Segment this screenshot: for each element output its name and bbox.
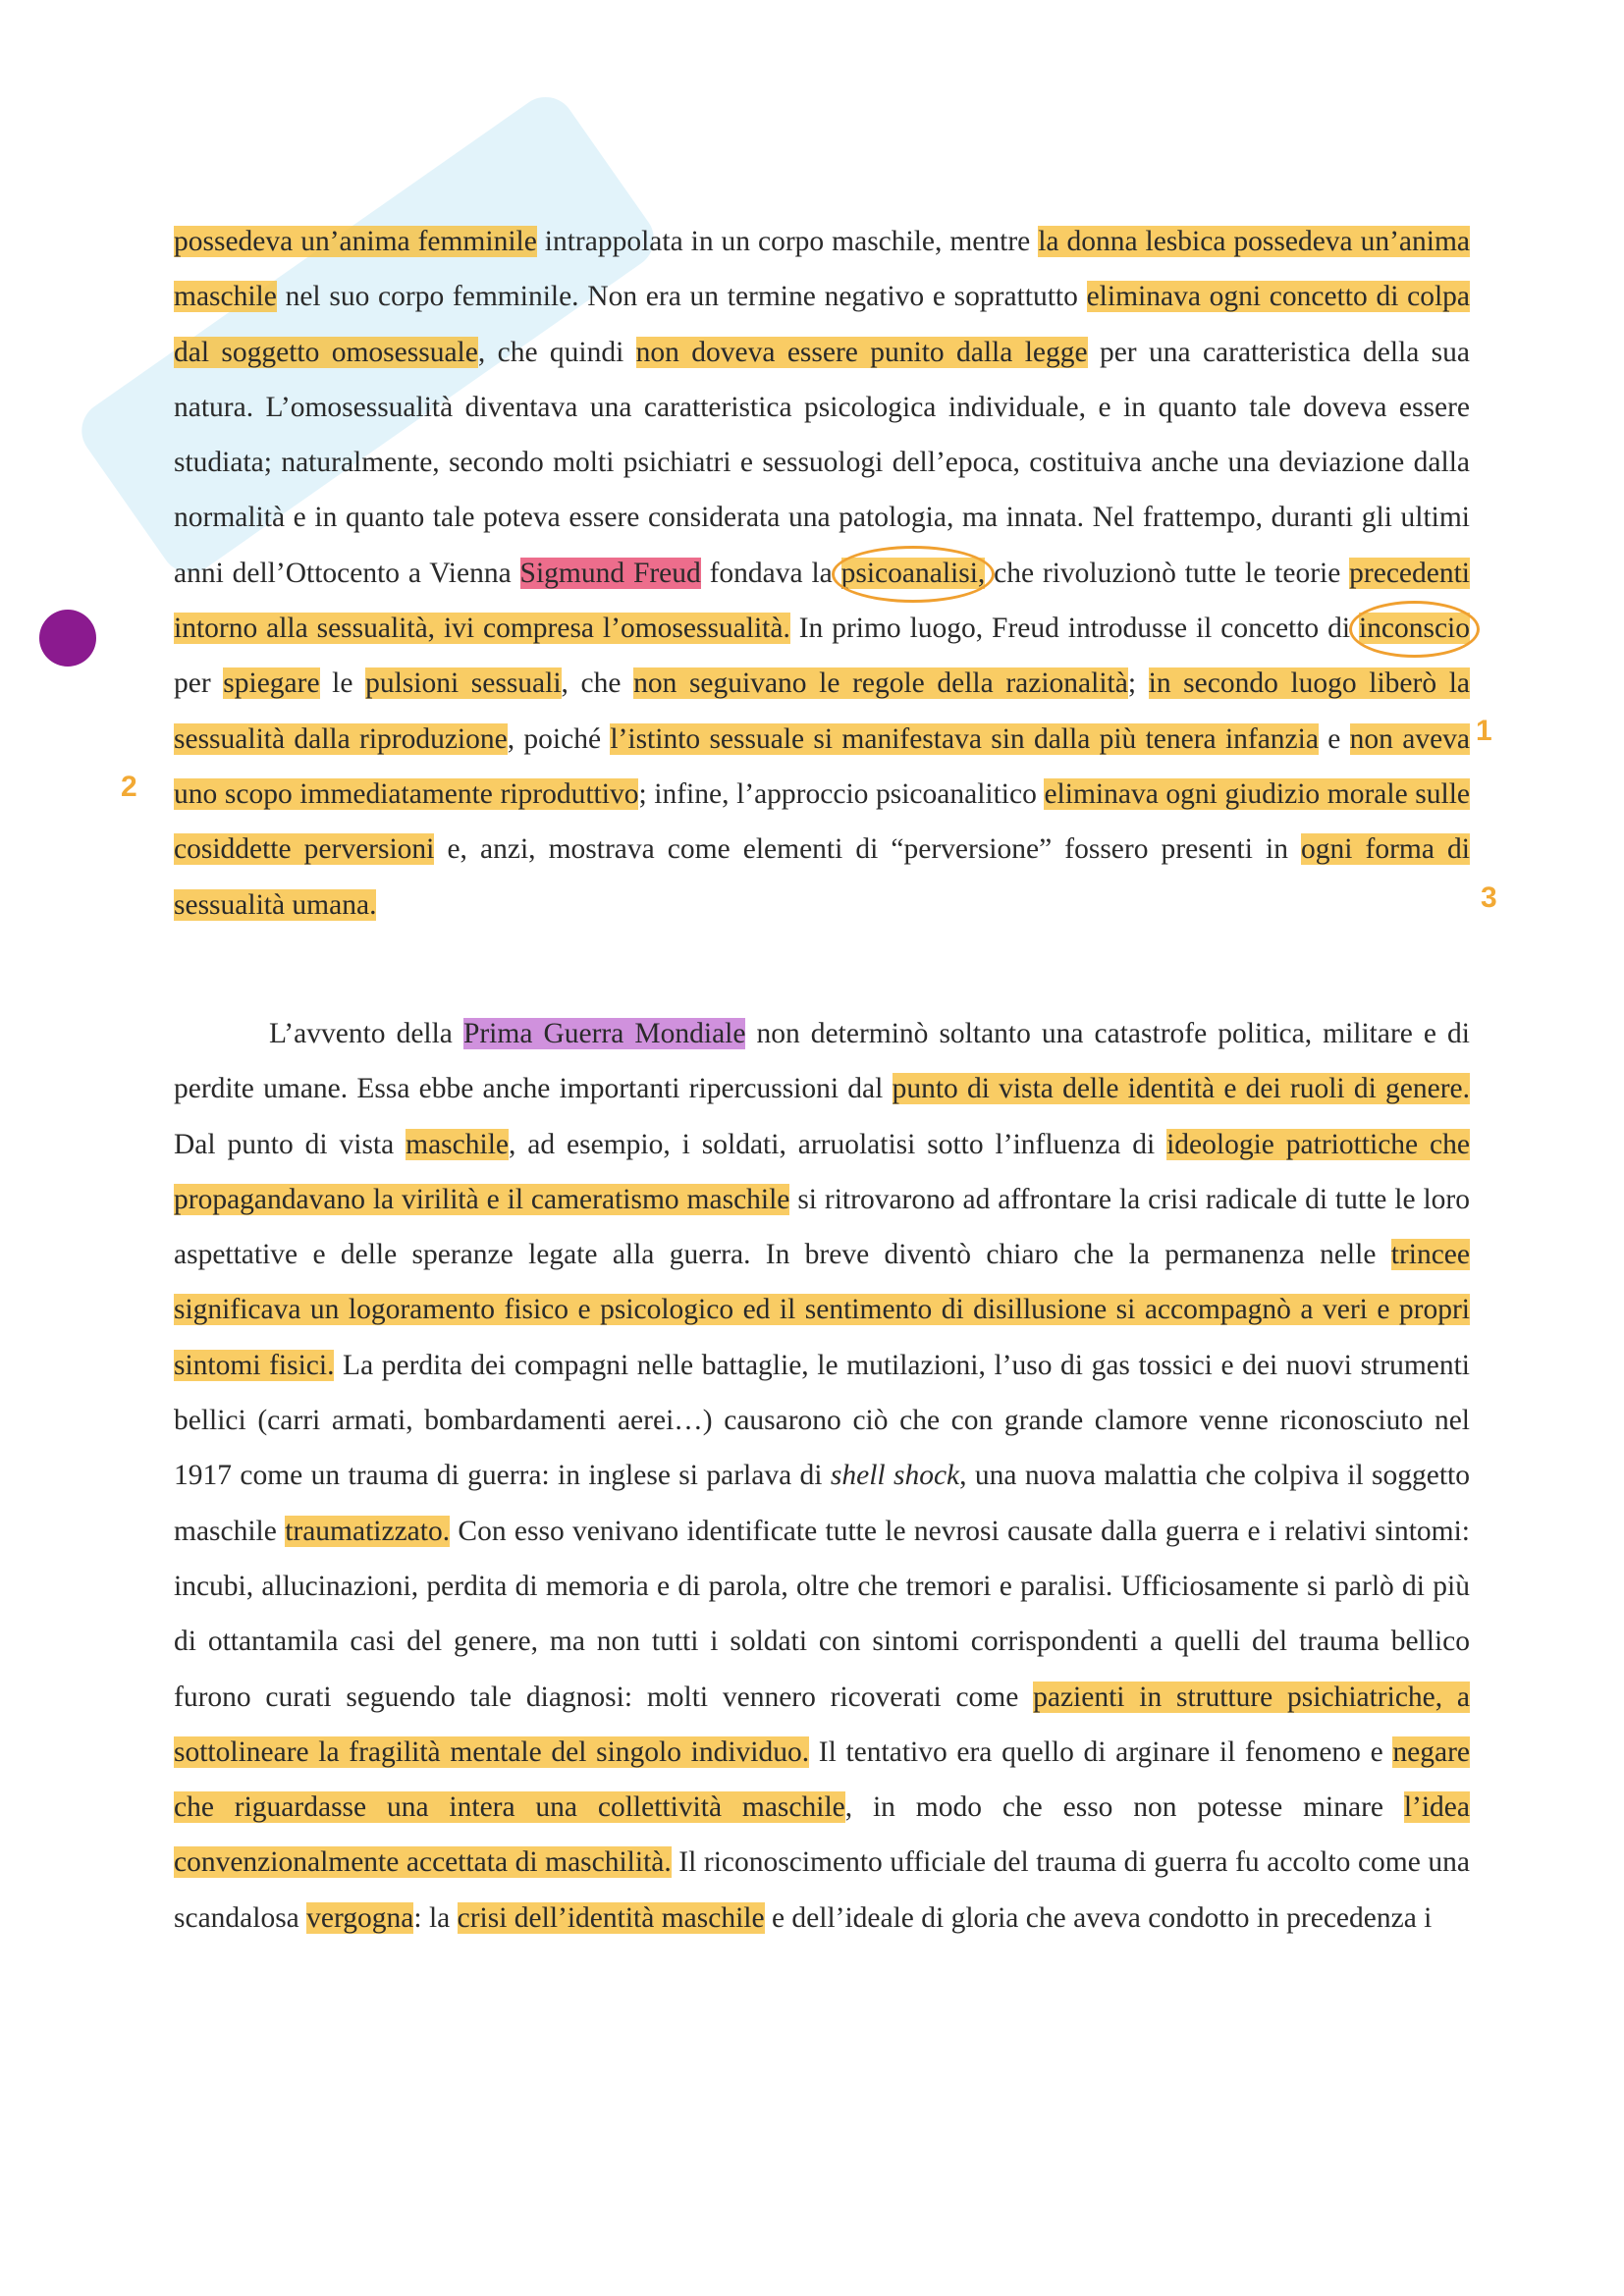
highlight: non aveva uno scopo immediatamente riproduttivo	[174, 722, 1471, 810]
highlight: maschile	[406, 1128, 509, 1160]
text-run: le	[319, 667, 366, 700]
paragraph-1	[174, 214, 1470, 933]
text-run: , poiché	[507, 722, 611, 755]
text-run: La perdita dei compagni nelle battaglie, le mutilazioni, l’uso di gas tossici e dei nuovi strumenti bellici (carri armati, bombardamenti aerei…) causarono ciò che con grande clamore venne riconosciuto nel 1917 come un trauma di guerra: in inglese si parlava di	[174, 1349, 1470, 1492]
margin-number-2: 2	[121, 771, 137, 803]
text-run: per una caratteristica della sua natura. L’omosessualità diventava una caratteristica psicologica individuale, e in quanto tale doveva essere studiata; naturalmente, secondo molti psichiatri e sessuologi dell’epoca, costituiva anche una deviazione dalla normalità e in quanto tale poteva essere considerata una patologia, ma innata. Nel frattempo, duranti gli ultimi anni dell’Ottocento a Vienna	[174, 336, 1470, 589]
highlight: crisi dell’identità maschile	[457, 1901, 765, 1934]
highlight: punto di vista delle identità e dei ruoli di genere.	[892, 1073, 1470, 1105]
highlight-violet-prima-guerra-mondiale: Prima Guerra Mondiale	[462, 1018, 746, 1049]
text-run: e	[1318, 722, 1350, 755]
highlight: la donna lesbica possedeva un’anima maschile	[174, 226, 1471, 313]
text-run: L’avvento della	[269, 1018, 463, 1049]
highlight: possedeva un’anima femminile	[174, 226, 537, 257]
text-run: , una nuova malattia che colpiva il soggetto maschile	[174, 1460, 1470, 1547]
highlight-pink-sigmund-freud: Sigmund Freud	[519, 557, 701, 589]
text-run: , che quindi	[477, 336, 636, 368]
text-run: non determinò soltanto una catastrofe politica, militare e di perdite umane. Essa ebbe anche importanti ripercussioni dal	[174, 1018, 1471, 1105]
text-run: e, anzi, mostrava come elementi di “perversione” fossero presenti in	[434, 833, 1302, 866]
text-run: fondava la	[700, 557, 841, 589]
highlight: trincee significava un logoramento fisico e psicologico ed il sentimento di disillusione si accompagnò a veri e propri sintomi fisici.	[174, 1239, 1470, 1381]
highlight: ideologie patriottiche che propagandavano la virilità e il cameratismo maschile	[174, 1128, 1470, 1215]
text-run: per	[174, 667, 224, 700]
highlight: negare che riguardasse una intera una collettività maschile	[174, 1735, 1470, 1824]
text-run: ;	[1127, 667, 1149, 700]
italic-term-shell-shock: shell shock	[830, 1460, 960, 1492]
text-run: che rivoluzionò tutte le teorie	[985, 557, 1350, 589]
highlight: ogni forma di sessualità umana.	[174, 833, 1470, 921]
highlight: vergogna	[306, 1901, 414, 1934]
margin-number-3: 3	[1481, 881, 1497, 914]
text-run: Dal punto di vista	[174, 1128, 406, 1160]
text-run: , ad esempio, i soldati, arruolatisi sotto l’influenza di	[509, 1128, 1167, 1160]
highlight: traumatizzato.	[285, 1515, 451, 1547]
highlight: in secondo luogo liberò la sessualità dalla riproduzione	[174, 667, 1470, 755]
highlight: non seguivano le regole della razionalità	[633, 667, 1128, 700]
highlight: l’idea convenzionalmente accettata di maschilità.	[174, 1791, 1470, 1879]
text-run: nel suo corpo femminile. Non era un termine negativo e soprattutto	[276, 281, 1087, 313]
highlight: pazienti in strutture psichiatriche, a sottolineare la fragilità mentale del singolo individuo.	[174, 1681, 1471, 1768]
text-run: : la	[413, 1901, 458, 1934]
margin-number-1: 1	[1476, 715, 1492, 747]
text-run: ; infine, l’approccio psicoanalitico	[638, 777, 1045, 810]
highlight: eliminava ogni concetto di colpa dal soggetto omosessuale	[174, 281, 1470, 368]
highlight: spiegare	[223, 667, 320, 700]
text-run: si ritrovarono ad affrontare la crisi radicale di tutte le loro aspettative e delle speranze legate alla guerra. In breve diventò chiaro che la permanenza nelle	[174, 1183, 1470, 1271]
paragraph-2	[174, 1006, 1470, 1946]
text-run: , in modo che esso non potesse minare	[844, 1791, 1404, 1824]
purple-dot-marker	[39, 610, 96, 667]
text-run: Il riconoscimento ufficiale del trauma di guerra fu accolto come una scandalosa	[174, 1846, 1470, 1934]
highlight: l’istinto sessuale si manifestava sin dalla più tenera infanzia	[610, 722, 1319, 755]
highlight: precedenti intorno alla sessualità, ivi compresa l’omosessualità.	[174, 557, 1470, 645]
highlight-circled-inconscio: inconscio	[1358, 613, 1470, 645]
highlight-circled-psicoanalisi: psicoanalisi,	[840, 557, 986, 589]
text-run: e dell’ideale di gloria che aveva condotto in precedenza i	[764, 1901, 1433, 1934]
text-run: In primo luogo, Freud introdusse il concetto di	[789, 613, 1359, 645]
text-run: Con esso venivano identificate tutte le nevrosi causate dalla guerra e i relativi sintomi: incubi, allucinazioni, perdita di memoria e di parola, oltre che tremori e paralisi. Ufficiosamente si parlò di più di ottantamila casi del genere, ma non tutti i soldati con sintomi corrispondenti a quelli del trauma bellico furono curati seguendo tale diagnosi: molti vennero ricoverati come	[174, 1515, 1470, 1713]
text-run: , che	[561, 667, 634, 700]
highlight: eliminava ogni giudizio morale sulle cosiddette perversioni	[174, 777, 1470, 866]
text-run: intrappolata in un corpo maschile, mentre	[536, 226, 1039, 257]
highlight: pulsioni sessuali	[365, 667, 562, 700]
text-run: Il tentativo era quello di arginare il fenomeno e	[809, 1735, 1393, 1768]
highlight: non doveva essere punito dalla legge	[635, 336, 1088, 368]
